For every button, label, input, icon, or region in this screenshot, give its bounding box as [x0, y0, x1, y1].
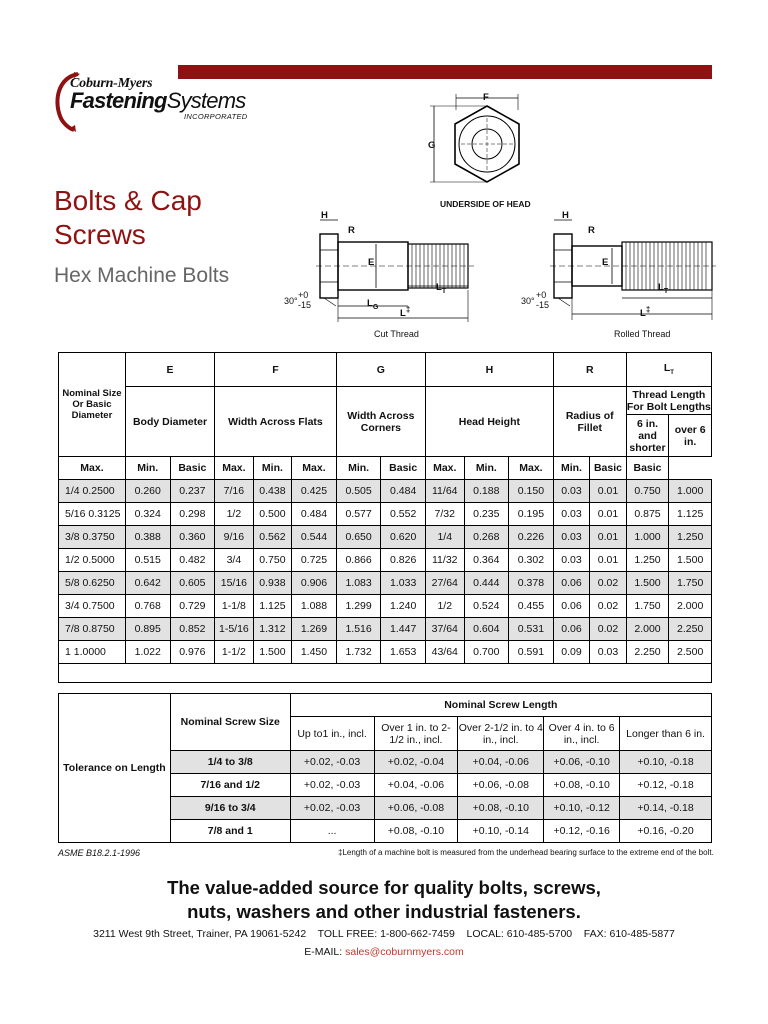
spec-subheader-cell: Basic — [626, 457, 669, 480]
spec-value-cell: 1-1/8 — [215, 595, 254, 618]
spec-value-cell: 0.02 — [590, 572, 627, 595]
screw-size-cell: 7/8 and 1 — [170, 820, 290, 843]
spec-value-cell: 0.484 — [292, 503, 337, 526]
spec-value-cell: 1.269 — [292, 618, 337, 641]
spec-row — [59, 641, 712, 664]
spec-value-cell: 1/4 — [426, 526, 465, 549]
l-main: L — [400, 308, 406, 320]
nominal-length-header: Nominal Screw Length — [290, 694, 711, 717]
letter-f: F — [215, 353, 337, 387]
spec-value-cell: 0.700 — [464, 641, 509, 664]
spec-row — [59, 572, 712, 595]
spec-value-cell: 1.000 — [669, 480, 712, 503]
tagline-line-1: The value-added source for quality bolts, screws, — [167, 877, 601, 898]
spec-value-cell: 37/64 — [426, 618, 465, 641]
spec-spacer-cell — [59, 664, 712, 683]
dim-label-r-right: R — [588, 225, 595, 236]
spec-subheader-cell: Min. — [253, 457, 292, 480]
spec-value-cell: 0.01 — [590, 503, 627, 526]
lt-col-long: over 6 in. — [669, 415, 712, 457]
spec-value-cell: 0.482 — [170, 549, 215, 572]
tolerance-value-cell: +0.06, -0.10 — [544, 751, 620, 774]
rolled-thread-caption: Rolled Thread — [614, 329, 671, 339]
spec-value-cell: 0.302 — [509, 549, 554, 572]
spec-value-cell: 1.500 — [253, 641, 292, 664]
nominal-size-cell: 1/4 0.2500 — [59, 480, 126, 503]
spec-value-cell: 0.02 — [590, 618, 627, 641]
letter-lt — [626, 353, 711, 387]
spec-value-cell: 0.605 — [170, 572, 215, 595]
spec-value-cell: 1.125 — [669, 503, 712, 526]
spec-row — [59, 618, 712, 641]
spec-value-cell: 1.653 — [381, 641, 426, 664]
cut-thread-bolt-drawing — [296, 210, 478, 326]
spec-group-row — [59, 387, 712, 415]
tolerance-value-cell: +0.08, -0.10 — [544, 774, 620, 797]
length-col-header: Up to1 in., incl. — [290, 717, 374, 751]
spec-value-cell: 0.729 — [170, 595, 215, 618]
spec-value-cell: 2.000 — [669, 595, 712, 618]
spec-value-cell: 7/32 — [426, 503, 465, 526]
letter-e: E — [125, 353, 214, 387]
screw-size-cell: 1/4 to 3/8 — [170, 751, 290, 774]
angle-minus-left: -15 — [298, 300, 312, 310]
rolled-thread-bolt-drawing — [536, 210, 718, 326]
spec-value-cell: 0.750 — [626, 480, 669, 503]
dim-label-r-left: R — [348, 225, 355, 236]
dim-label-lt-left — [436, 282, 446, 295]
spec-value-cell: 0.01 — [590, 526, 627, 549]
spec-value-cell: 0.768 — [125, 595, 170, 618]
page-subtitle: Hex Machine Bolts — [54, 264, 230, 287]
tolerance-row-label: Tolerance on Length — [59, 694, 171, 843]
spec-value-cell: 1.516 — [336, 618, 381, 641]
tolerance-value-cell: +0.16, -0.20 — [620, 820, 712, 843]
company-logo — [52, 70, 262, 134]
length-col-header: Over 1 in. to 2-1/2 in., incl. — [374, 717, 458, 751]
header-accent-bar — [178, 65, 712, 79]
tol-header-row-1 — [59, 694, 712, 717]
spec-value-cell: 0.976 — [170, 641, 215, 664]
bolt-spec-table — [58, 352, 712, 683]
spec-value-cell: 0.552 — [381, 503, 426, 526]
letter-r: R — [553, 353, 626, 387]
spec-value-cell: 0.455 — [509, 595, 554, 618]
tolerance-value-cell: +0.04, -0.06 — [374, 774, 458, 797]
spec-subheader-cell: Basic — [381, 457, 426, 480]
l-main-right: L — [640, 308, 646, 320]
tolerance-value-cell: ... — [290, 820, 374, 843]
spec-value-cell: 0.235 — [464, 503, 509, 526]
spec-value-cell: 1.299 — [336, 595, 381, 618]
spec-value-cell: 0.875 — [626, 503, 669, 526]
tolerance-value-cell: +0.14, -0.18 — [620, 797, 712, 820]
spec-value-cell: 1-1/2 — [215, 641, 254, 664]
tolerance-value-cell: +0.04, -0.06 — [458, 751, 544, 774]
letter-lt-sub: T — [670, 370, 674, 377]
spec-value-cell: 0.06 — [553, 572, 590, 595]
lt-sub-right: T — [663, 287, 669, 295]
spec-value-cell: 0.524 — [464, 595, 509, 618]
spec-letter-row — [59, 353, 712, 387]
spec-value-cell: 0.750 — [253, 549, 292, 572]
length-footnote: ‡Length of a machine bolt is measured from the underhead bearing surface to the extreme end of the bolt. — [338, 848, 714, 857]
spec-value-cell: 1.250 — [669, 526, 712, 549]
nominal-size-cell: 1 1.0000 — [59, 641, 126, 664]
spec-value-cell: 1.732 — [336, 641, 381, 664]
nominal-size-header: Nominal Screw Size — [170, 694, 290, 751]
spec-subheader-cell: Max. — [59, 457, 126, 480]
tolerance-value-cell: +0.02, -0.04 — [374, 751, 458, 774]
spec-value-cell: 1.125 — [253, 595, 292, 618]
spec-value-cell: 1.312 — [253, 618, 292, 641]
spec-subheader-cell: Min. — [553, 457, 590, 480]
spec-value-cell: 0.298 — [170, 503, 215, 526]
lt-sub: T — [441, 287, 447, 295]
cut-thread-caption: Cut Thread — [374, 329, 419, 339]
spec-value-cell: 9/16 — [215, 526, 254, 549]
spec-value-cell: 0.268 — [464, 526, 509, 549]
spec-value-cell: 1.240 — [381, 595, 426, 618]
logo-systems: Systems — [166, 88, 246, 113]
spec-value-cell: 0.237 — [170, 480, 215, 503]
spec-value-cell: 0.01 — [590, 549, 627, 572]
spec-value-cell: 0.324 — [125, 503, 170, 526]
spec-row — [59, 595, 712, 618]
lg-sub: G — [372, 303, 379, 311]
logo-line-2 — [70, 88, 245, 114]
email-label: E-MAIL: — [304, 946, 343, 958]
spec-value-cell: 7/16 — [215, 480, 254, 503]
spec-subheader-cell: Max. — [509, 457, 554, 480]
spec-value-cell: 1.500 — [626, 572, 669, 595]
tagline-line-2: nuts, washers and other industrial fasteners. — [187, 901, 581, 922]
spec-subheader-row — [59, 457, 712, 480]
spec-value-cell: 0.364 — [464, 549, 509, 572]
spec-value-cell: 1.750 — [626, 595, 669, 618]
length-col-header: Longer than 6 in. — [620, 717, 712, 751]
spec-value-cell: 27/64 — [426, 572, 465, 595]
standard-note: ASME B18.2.1-1996 — [58, 848, 141, 858]
spec-subheader-cell: Max. — [426, 457, 465, 480]
lg-main: L — [367, 298, 373, 309]
spec-value-cell: 0.505 — [336, 480, 381, 503]
spec-value-cell: 0.531 — [509, 618, 554, 641]
spec-value-cell: 0.188 — [464, 480, 509, 503]
dim-label-g: G — [428, 140, 436, 151]
spec-value-cell: 1-5/16 — [215, 618, 254, 641]
tolerance-value-cell: +0.10, -0.14 — [458, 820, 544, 843]
dim-label-h-right: H — [562, 210, 569, 221]
screw-size-cell: 7/16 and 1/2 — [170, 774, 290, 797]
nominal-size-cell: 5/8 0.6250 — [59, 572, 126, 595]
length-col-header: Over 4 in. to 6 in., incl. — [544, 717, 620, 751]
tolerance-value-cell: +0.08, -0.10 — [458, 797, 544, 820]
spec-value-cell: 0.620 — [381, 526, 426, 549]
letter-lt-main: L — [663, 362, 671, 375]
spec-value-cell: 0.06 — [553, 618, 590, 641]
group-body-diameter: Body Diameter — [125, 387, 214, 457]
spec-value-cell: 15/16 — [215, 572, 254, 595]
dim-label-l-left — [400, 305, 410, 319]
letter-g: G — [336, 353, 425, 387]
spec-value-cell: 1.000 — [626, 526, 669, 549]
spec-value-cell: 11/64 — [426, 480, 465, 503]
spec-value-cell: 0.484 — [381, 480, 426, 503]
nominal-size-cell: 7/8 0.8750 — [59, 618, 126, 641]
spec-value-cell: 0.06 — [553, 595, 590, 618]
spec-subheader-cell: Max. — [215, 457, 254, 480]
spec-value-cell: 0.03 — [553, 480, 590, 503]
spec-value-cell: 0.03 — [553, 526, 590, 549]
tolerance-value-cell: +0.02, -0.03 — [290, 751, 374, 774]
spec-value-cell: 0.938 — [253, 572, 292, 595]
spec-value-cell: 1.447 — [381, 618, 426, 641]
spec-value-cell: 3/4 — [215, 549, 254, 572]
spec-value-cell: 0.425 — [292, 480, 337, 503]
spec-subheader-cell: Max. — [292, 457, 337, 480]
spec-value-cell: 0.906 — [292, 572, 337, 595]
l-dagger: ‡ — [405, 305, 411, 314]
spec-value-cell: 0.438 — [253, 480, 292, 503]
dim-label-lg-left — [367, 298, 378, 311]
underside-caption: UNDERSIDE OF HEAD — [440, 199, 531, 209]
spec-row — [59, 526, 712, 549]
spec-value-cell: 2.000 — [626, 618, 669, 641]
spec-value-cell: 0.444 — [464, 572, 509, 595]
spec-value-cell: 0.852 — [170, 618, 215, 641]
spec-value-cell: 2.250 — [626, 641, 669, 664]
nominal-header: Nominal Size Or Basic Diameter — [59, 353, 126, 457]
spec-value-cell: 0.01 — [590, 480, 627, 503]
spec-value-cell: 1.450 — [292, 641, 337, 664]
page-title — [54, 184, 244, 252]
l-dagger-right: ‡ — [645, 305, 651, 314]
spec-value-cell: 0.03 — [553, 503, 590, 526]
spec-value-cell: 1.083 — [336, 572, 381, 595]
spec-value-cell: 0.544 — [292, 526, 337, 549]
spec-subheader-cell: Min. — [336, 457, 381, 480]
spec-value-cell: 0.642 — [125, 572, 170, 595]
tolerance-value-cell: +0.02, -0.03 — [290, 774, 374, 797]
spec-value-cell: 1.500 — [669, 549, 712, 572]
spec-value-cell: 0.260 — [125, 480, 170, 503]
spec-value-cell: 0.378 — [509, 572, 554, 595]
spec-value-cell: 1.250 — [626, 549, 669, 572]
spec-value-cell: 11/32 — [426, 549, 465, 572]
nominal-size-cell: 3/8 0.3750 — [59, 526, 126, 549]
spec-value-cell: 0.09 — [553, 641, 590, 664]
spec-value-cell: 0.562 — [253, 526, 292, 549]
lt-col-short: 6 in. and shorter — [626, 415, 669, 457]
email-link[interactable]: sales@coburnmyers.com — [345, 946, 464, 958]
spec-value-cell: 0.03 — [553, 549, 590, 572]
dim-label-f: F — [483, 92, 489, 103]
spec-row — [59, 503, 712, 526]
angle-plus-left: +0 — [298, 290, 309, 300]
lt-main: L — [436, 282, 442, 293]
nominal-size-cell: 1/2 0.5000 — [59, 549, 126, 572]
length-col-header: Over 2-1/2 in. to 4 in., incl. — [458, 717, 544, 751]
dim-label-lt-right — [658, 282, 668, 295]
logo-line-3: INCORPORATED — [184, 112, 248, 121]
spec-value-cell: 1/2 — [215, 503, 254, 526]
group-width-flats: Width Across Flats — [215, 387, 337, 457]
spec-value-cell: 0.895 — [125, 618, 170, 641]
spec-subheader-cell: Basic — [170, 457, 215, 480]
spec-value-cell: 1.033 — [381, 572, 426, 595]
spec-value-cell: 1.088 — [292, 595, 337, 618]
spec-value-cell: 0.577 — [336, 503, 381, 526]
spec-value-cell: 0.195 — [509, 503, 554, 526]
group-radius-fillet: Radius of Fillet — [553, 387, 626, 457]
dim-label-l-right — [640, 305, 650, 319]
contact-address: 3211 West 9th Street, Trainer, PA 19061-5242 TOLL FREE: 1-800-662-7459 LOCAL: 610-485-5700 FAX: 610-485-5877 — [93, 928, 675, 940]
spec-value-cell: 2.250 — [669, 618, 712, 641]
contact-email — [0, 946, 768, 958]
dim-label-e-right: E — [602, 257, 609, 268]
spec-row — [59, 549, 712, 572]
angle-plus-right: +0 — [536, 290, 547, 300]
tolerance-value-cell: +0.06, -0.08 — [458, 774, 544, 797]
spec-value-cell: 0.150 — [509, 480, 554, 503]
spec-value-cell: 0.03 — [590, 641, 627, 664]
angle-main-right: 30° — [521, 296, 535, 306]
screw-size-cell: 9/16 to 3/4 — [170, 797, 290, 820]
spec-value-cell: 0.591 — [509, 641, 554, 664]
tolerance-value-cell: +0.02, -0.03 — [290, 797, 374, 820]
spec-subheader-cell: Min. — [464, 457, 509, 480]
angle-main-left: 30° — [284, 296, 298, 306]
spec-value-cell: 0.02 — [590, 595, 627, 618]
tolerance-value-cell: +0.06, -0.08 — [374, 797, 458, 820]
tolerance-table — [58, 693, 712, 843]
tolerance-value-cell: +0.10, -0.18 — [620, 751, 712, 774]
spec-value-cell: 1/2 — [426, 595, 465, 618]
tolerance-value-cell: +0.12, -0.18 — [620, 774, 712, 797]
spec-spacer-row — [59, 664, 712, 683]
spec-value-cell: 0.226 — [509, 526, 554, 549]
group-thread-length: Thread Length For Bolt Lengths — [626, 388, 711, 413]
lt-main-right: L — [658, 282, 664, 293]
tolerance-value-cell: +0.10, -0.12 — [544, 797, 620, 820]
group-width-corners: Width Across Corners — [336, 387, 425, 457]
letter-h: H — [426, 353, 554, 387]
spec-value-cell: 0.866 — [336, 549, 381, 572]
spec-value-cell: 0.604 — [464, 618, 509, 641]
spec-value-cell: 1.750 — [669, 572, 712, 595]
tolerance-value-cell: +0.12, -0.16 — [544, 820, 620, 843]
spec-value-cell: 43/64 — [426, 641, 465, 664]
logo-line-1: Coburn-Myers — [70, 76, 153, 91]
spec-value-cell: 0.826 — [381, 549, 426, 572]
spec-value-cell: 0.388 — [125, 526, 170, 549]
spec-subheader-cell: Basic — [590, 457, 627, 480]
spec-value-cell: 0.500 — [253, 503, 292, 526]
group-head-height: Head Height — [426, 387, 554, 457]
spec-row — [59, 480, 712, 503]
title-text: Bolts & Cap Screws — [54, 185, 202, 250]
dim-label-h-left: H — [321, 210, 328, 221]
tolerance-table-body — [59, 694, 712, 843]
nominal-size-cell: 5/16 0.3125 — [59, 503, 126, 526]
nominal-size-cell: 3/4 0.7500 — [59, 595, 126, 618]
spec-value-cell: 0.650 — [336, 526, 381, 549]
hex-head-top-view — [426, 92, 552, 192]
angle-minus-right: -15 — [536, 300, 550, 310]
spec-value-cell: 0.515 — [125, 549, 170, 572]
dim-label-e-left: E — [368, 257, 375, 268]
logo-fastening: Fastening — [70, 88, 167, 113]
spec-value-cell: 0.725 — [292, 549, 337, 572]
spec-table-body — [59, 480, 712, 683]
spec-subheader-cell: Min. — [125, 457, 170, 480]
spec-value-cell: 1.022 — [125, 641, 170, 664]
spec-value-cell: 0.360 — [170, 526, 215, 549]
tolerance-value-cell: +0.08, -0.10 — [374, 820, 458, 843]
spec-value-cell: 2.500 — [669, 641, 712, 664]
tagline — [0, 876, 768, 924]
